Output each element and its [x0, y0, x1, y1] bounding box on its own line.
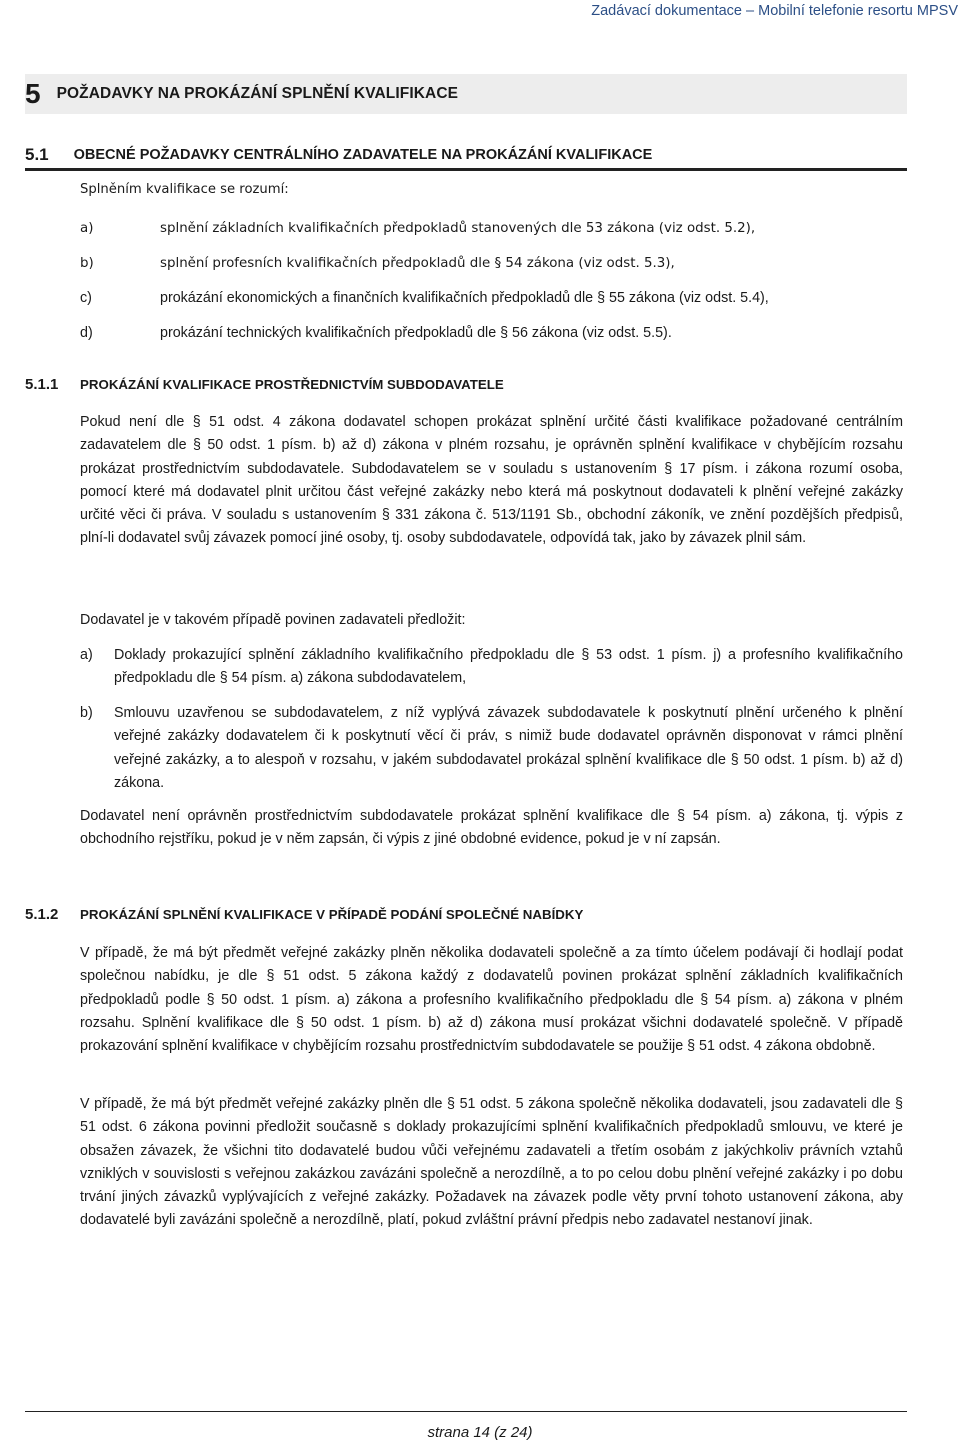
list-text: Smlouvu uzavřenou se subdodavatelem, z níž vyplývá závazek subdodavatele k poskytnutí plnění určeného k plnění veřejné zakázky dodavatelem či k poskytnutí věcí či práv, s nimiž bude dodavatel oprávněn disponovat v rámci plnění veřejné zakázky, a to alespoň v rozsahu, v jakém subdodavatel prokázal splnění kvalifikace dle § 50 odst. 1 písm. b) až d) zákona. [114, 705, 903, 791]
list-text: splnění profesních kvalifikačních předpokladů dle § 54 zákona (viz odst. 5.3), [160, 256, 675, 271]
running-header: Zadávací dokumentace – Mobilní telefonie resortu MPSV [591, 3, 958, 19]
list-text: prokázání ekonomických a finančních kvalifikačních předpokladů dle § 55 zákona (viz odst. 5.4), [160, 290, 769, 306]
list-marker: a) [80, 647, 93, 663]
page-number: strana 14 (z 24) [427, 1424, 533, 1441]
section-number: 5 [25, 78, 41, 109]
section-title: POŽADAVKY NA PROKÁZÁNÍ SPLNĚNÍ KVALIFIKACE [56, 85, 459, 102]
footer-divider [25, 1411, 907, 1412]
list-marker: c) [80, 290, 92, 306]
section-title: PROKÁZÁNÍ KVALIFIKACE PROSTŘEDNICTVÍM SUBDODAVATELE [80, 377, 504, 392]
section-number: 5.1.1 [25, 376, 59, 393]
list-text: Doklady prokazující splnění základního kvalifikačního předpokladu dle § 53 odst. 1 písm. j) a profesního kvalifikačního předpokladu dle § 54 písm. a) zákona subdodavatelem, [114, 647, 903, 687]
list-text: splnění základních kvalifikačních předpokladů stanovených dle 53 zákona (viz odst. 5.2), [160, 221, 756, 236]
intro-paragraph: Splněním kvalifikace se rozumí: [80, 182, 289, 197]
section-heading-5-1 [25, 142, 907, 171]
section-number: 5.1 [25, 145, 49, 164]
list-text: prokázání technických kvalifikačních předpokladů dle § 56 zákona (viz odst. 5.5). [160, 325, 672, 341]
list-item-a [80, 644, 903, 691]
section-heading-5-1-1 [25, 376, 504, 393]
list-marker: d) [80, 325, 93, 341]
paragraph: Dodavatel není oprávněn prostřednictvím subdodavatele prokázat splnění kvalifikace dle § 54 písm. a) zákona, tj. výpis z obchodního rejstříku, pokud je v něm zapsán, či výpis z jiné obdobné evidence, pokud je v ní zapsán. [80, 808, 903, 848]
section-title: OBECNÉ POŽADAVKY CENTRÁLNÍHO ZADAVATELE NA PROKÁZÁNÍ KVALIFIKACE [73, 147, 653, 163]
list-item-b [80, 702, 903, 795]
section-heading-5-1-2 [25, 906, 583, 923]
section-title: PROKÁZÁNÍ SPLNĚNÍ KVALIFIKACE V PŘÍPADĚ PODÁNÍ SPOLEČNÉ NABÍDKY [80, 907, 584, 922]
paragraph: Dodavatel je v takovém případě povinen zadavateli předložit: [80, 612, 466, 628]
section-number: 5.1.2 [25, 906, 59, 923]
paragraph: V případě, že má být předmět veřejné zakázky plněn dle § 51 odst. 5 zákona společně několika dodavateli, jsou zadavateli dle § 51 odst. 6 zákona povinni předložit současně s doklady prokazujícími splnění kvalifikačních předpokladů smlouvu, ve které je obsažen závazek, že všichni tito dodavatelé budou vůči veřejnému zadavateli a třetím osobám z jakýchkoliv právních vztahů vzniklých v souvislosti s veřejnou zakázkou zavázáni společně a nerozdílně, a to po celou dobu plnění veřejné zakázky i po dobu trvání jiných závazků vyplývajících z veřejné zakázky. Požadavek na závazek podle věty první tohoto ustanovení zákona, aby dodavatelé byli zavázáni společně a nerozdílně, platí, pokud zvláštní právní předpis nebo zadavatel nestanoví jinak. [80, 1096, 903, 1229]
paragraph: V případě, že má být předmět veřejné zakázky plněn několika dodavateli společně a za tímto účelem podávají či hodlají podat společnou nabídku, je dle § 51 odst. 5 zákona každý z dodavatelů povinen prokázat splnění základních kvalifikačních předpokladů podle § 50 odst. 1 písm. a) zákona a profesního kvalifikačního předpokladu dle § 54 písm. a) zákona v plném rozsahu. Splnění kvalifikace dle § 50 odst. 1 písm. b) až d) zákona musí prokázat všichni dodavatelé společně. V případě prokazování splnění kvalifikace v chybějícím rozsahu prostřednictvím subdodavatele se použije § 51 odst. 4 zákona obdobně. [80, 945, 903, 1055]
list-marker: a) [80, 221, 94, 236]
section-heading-5 [25, 74, 907, 114]
list-marker: b) [80, 256, 94, 271]
list-marker: b) [80, 705, 93, 721]
paragraph: Pokud není dle § 51 odst. 4 zákona dodavatel schopen prokázat splnění určité části kvalifikace požadované centrálním zadavatelem dle § 50 odst. 1 písm. b) až d) zákona v plném rozsahu, je oprávněn splnění kvalifikace v chybějícím rozsahu prokázat prostřednictvím subdodavatele. Subdodavatelem se v souladu s ustanovením § 17 písm. i zákona rozumí osoba, pomocí které má dodavatel plnit určitou část veřejné zakázky nebo která má poskytnout dodavateli k plnění veřejné zakázky určité věci či práva. V souladu s ustanovením § 331 zákona č. 513/1191 Sb., obchodní zákoník, ve znění pozdějších předpisů, plní-li dodavatel svůj závazek pomocí jiné osoby, tj. osoby subdodavatele, odpovídá tak, jako by závazek plnil sám. [80, 414, 903, 547]
